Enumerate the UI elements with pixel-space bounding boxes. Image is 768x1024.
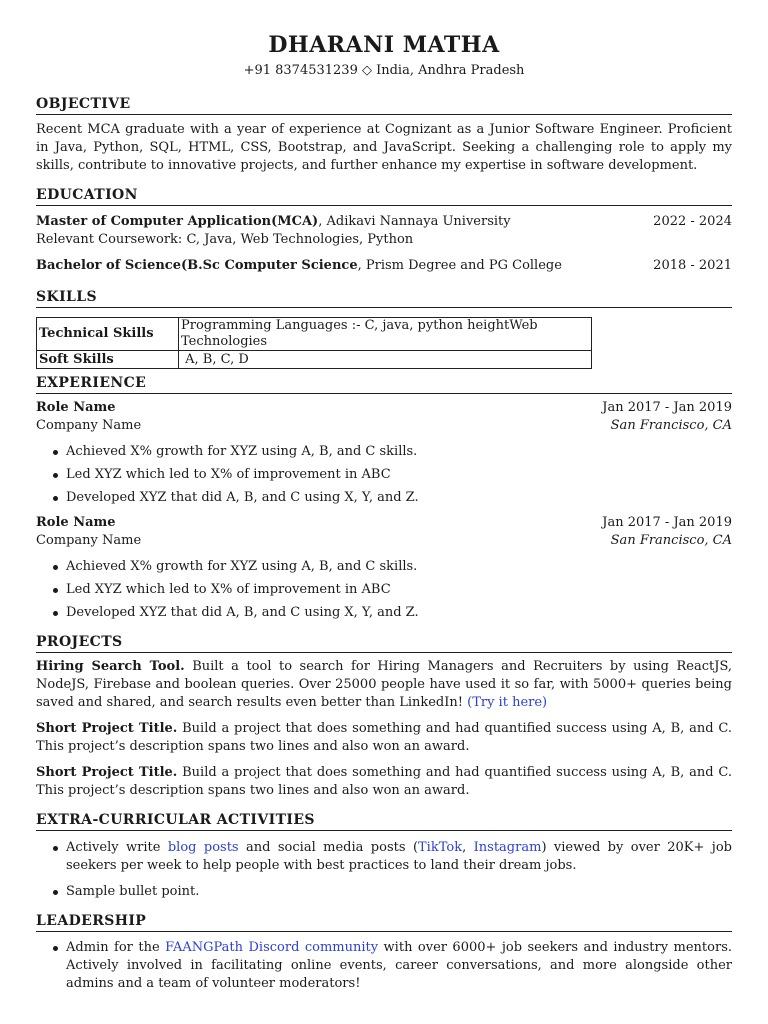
candidate-name: DHARANI MATHA (268, 32, 500, 58)
project-description: Built a tool to search for Hiring Managers and Recruiters by using ReactJS, NodeJS, Firebase and boolean queries. Over 25000 people have used it so far, with 5000+ queries being saved and shared, and search results even better than LinkedIn! (36, 659, 733, 710)
experience-bullets (36, 443, 732, 507)
list-item (36, 939, 732, 993)
leadership-text: with over 6000+ job seekers and industry mentors. Actively involved in facilitating online events, career conversations, and more alongside other admins and a team of volunteer moderators! (66, 940, 732, 991)
education-entry (36, 213, 732, 249)
education-school: , Prism Degree and PG College (357, 258, 562, 273)
project-entry (36, 764, 732, 800)
education-degree: Bachelor of Science(B.Sc Computer Science (36, 258, 358, 273)
education-entry (36, 257, 732, 275)
activities-list (36, 839, 732, 901)
skills-label: Soft Skills (37, 351, 179, 369)
project-name: Hiring Search Tool. (36, 659, 185, 674)
skills-label: Technical Skills (37, 318, 179, 351)
project-description: Build a project that does something and had quantified success using A, B, and C. This project’s description spans two lines and also won an award. (36, 765, 732, 798)
list-item: Developed XYZ that did A, B, and C using X, Y, and Z. (36, 604, 732, 622)
skills-table (36, 317, 592, 369)
list-item: Led XYZ which led to X% of improvement in ABC (36, 466, 732, 484)
experience-company: Company Name (36, 533, 142, 548)
objective-text: Recent MCA graduate with a year of experience at Cognizant as a Junior Software Engineer. Proficient in Java, Python, SQL, HTML, CSS, Bootstrap, and JavaScript. Seeking a challenging role to apply my skills, contribute to innovative projects, and further enhance my expertise in software development. (36, 122, 732, 173)
project-name: Short Project Title. (36, 765, 178, 780)
activity-text: , (462, 840, 474, 855)
experience-bullets (36, 558, 732, 622)
skills-value: A, B, C, D (179, 351, 592, 369)
list-item: Led XYZ which led to X% of improvement in ABC (36, 581, 732, 599)
experience-role: Role Name (36, 515, 116, 530)
experience-dates: Jan 2017 - Jan 2019 (602, 400, 732, 415)
project-description: Build a project that does something and had quantified success using A, B, and C. This project’s description spans two lines and also won an award. (36, 721, 732, 754)
education-dates: 2018 - 2021 (653, 258, 732, 273)
project-name: Short Project Title. (36, 721, 178, 736)
project-entry (36, 720, 732, 756)
education-degree: Master of Computer Application(MCA) (36, 214, 319, 229)
contact-line: +91 8374531239 ◇ India, Andhra Pradesh (243, 63, 525, 78)
activity-text: ) viewed by over 20K+ job seekers per week to help people with best practices to land their dream jobs. (66, 840, 732, 873)
experience-role: Role Name (36, 400, 116, 415)
education-coursework: Relevant Coursework: C, Java, Web Technologies, Python (36, 232, 414, 247)
education-school: , Adikavi Nannaya University (318, 214, 511, 229)
experience-location: San Francisco, CA (610, 533, 732, 548)
leadership-text: Admin for the (66, 940, 166, 955)
instagram-link[interactable]: Instagram (473, 840, 542, 855)
list-item (36, 839, 732, 875)
project-entry (36, 658, 732, 712)
activity-text: and social media posts ( (238, 840, 419, 855)
section-title-education: EDUCATION (36, 186, 732, 206)
section-title-leadership: LEADERSHIP (36, 912, 732, 932)
table-row (37, 351, 592, 369)
activity-text: Actively write (66, 840, 168, 855)
section-title-objective: OBJECTIVE (36, 95, 732, 115)
discord-community-link[interactable]: FAANGPath Discord community (165, 940, 379, 955)
section-title-experience: EXPERIENCE (36, 374, 732, 394)
section-title-projects: PROJECTS (36, 633, 732, 653)
list-item: Achieved X% growth for XYZ using A, B, and C skills. (36, 443, 732, 461)
list-item: Achieved X% growth for XYZ using A, B, and C skills. (36, 558, 732, 576)
list-item: Sample bullet point. (36, 883, 732, 901)
education-dates: 2022 - 2024 (653, 214, 732, 229)
experience-company: Company Name (36, 418, 142, 433)
experience-entry (36, 399, 732, 512)
experience-dates: Jan 2017 - Jan 2019 (602, 515, 732, 530)
tiktok-link[interactable]: TikTok (418, 840, 463, 855)
experience-entry (36, 514, 732, 627)
experience-location: San Francisco, CA (610, 418, 732, 433)
list-item: Developed XYZ that did A, B, and C using X, Y, and Z. (36, 489, 732, 507)
section-title-activities: EXTRA-CURRICULAR ACTIVITIES (36, 811, 732, 831)
section-title-skills: SKILLS (36, 288, 732, 308)
education-degree-line (36, 213, 511, 231)
education-degree-line (36, 257, 562, 275)
leadership-list (36, 939, 732, 993)
blog-posts-link[interactable]: blog posts (167, 840, 239, 855)
skills-value: Programming Languages :- C, java, python heightWeb Technologies (179, 318, 592, 351)
project-link[interactable]: (Try it here) (467, 695, 548, 710)
table-row (37, 318, 592, 351)
